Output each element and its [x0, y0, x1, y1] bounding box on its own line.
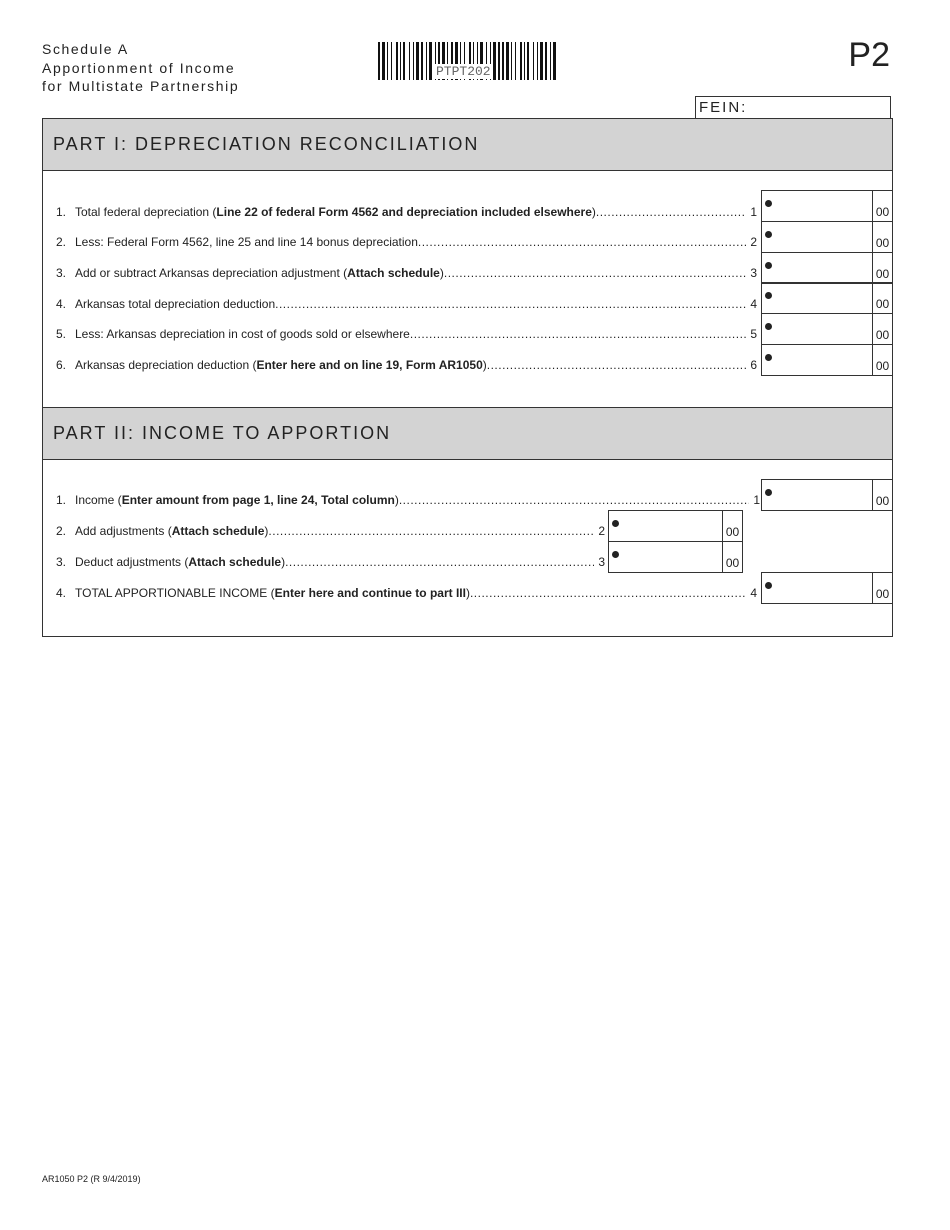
dot-leader [444, 266, 746, 280]
cents: 00 [872, 480, 892, 510]
barcode-bar [515, 42, 516, 80]
dot-leader [596, 205, 746, 219]
barcode-bar [493, 42, 496, 80]
barcode-bar [502, 42, 504, 80]
amount-input[interactable] [761, 344, 893, 376]
barcode-bar [409, 42, 410, 80]
dot-leader [470, 586, 746, 600]
part2-header: PART II: INCOME TO APPORTION [42, 407, 893, 460]
barcode-bar [429, 42, 432, 80]
bullet-icon [765, 354, 772, 361]
line-number: 1. [56, 493, 67, 507]
label-text: ) [465, 586, 470, 600]
barcode-bar [506, 42, 509, 80]
cents: 00 [872, 191, 892, 221]
label-text: ) [439, 266, 444, 280]
amount-input[interactable] [761, 190, 893, 222]
label-text: TOTAL APPORTIONABLE INCOME ( [75, 586, 275, 600]
bullet-icon [765, 489, 772, 496]
label-text: Arkansas depreciation deduction ( [75, 358, 257, 372]
cents: 00 [872, 253, 892, 283]
form-line [56, 585, 757, 601]
line-ref: 2 [598, 524, 605, 538]
line-label [75, 235, 418, 249]
label-text: Income ( [75, 493, 122, 507]
amount-input[interactable] [761, 313, 893, 345]
dot-leader [285, 555, 594, 569]
part1-header: PART I: DEPRECIATION RECONCILIATION [42, 118, 893, 171]
bullet-icon [765, 231, 772, 238]
barcode [378, 42, 558, 80]
line-number: 5. [56, 327, 67, 341]
dot-leader [275, 297, 746, 311]
cents: 00 [872, 573, 892, 603]
line-number: 4. [56, 297, 67, 311]
title-line: for Multistate Partnership [42, 78, 240, 94]
bullet-icon [765, 200, 772, 207]
label-text: ) [591, 205, 596, 219]
label-text: Add adjustments ( [75, 524, 172, 538]
barcode-bar [498, 42, 500, 80]
page-code: P2 [848, 36, 890, 74]
amount-input[interactable] [761, 572, 893, 604]
line-label [75, 586, 470, 600]
bullet-icon [612, 551, 619, 558]
cents: 00 [872, 222, 892, 252]
line-label [75, 297, 275, 311]
form-line [56, 204, 757, 220]
amount-input[interactable] [761, 252, 893, 284]
line-ref: 6 [750, 358, 757, 372]
label-text: Less: Federal Form 4562, line 25 and line 14 bonus depreciation [75, 235, 418, 249]
line-ref: 4 [750, 586, 757, 600]
line-label [75, 493, 399, 507]
barcode-bar [527, 42, 529, 80]
label-bold: Enter here and on line 19, Form AR1050 [256, 358, 483, 372]
line-number: 6. [56, 358, 67, 372]
form-line [56, 265, 757, 281]
line-number: 2. [56, 235, 67, 249]
barcode-bar [524, 42, 525, 80]
cents: 00 [722, 542, 742, 572]
barcode-bar [545, 42, 547, 80]
barcode-bar [550, 42, 551, 80]
amount-input[interactable] [608, 510, 743, 542]
form-line [56, 326, 757, 342]
barcode-text: PTPT202 [436, 64, 491, 79]
bullet-icon [765, 262, 772, 269]
cents: 00 [872, 314, 892, 344]
title-line: Apportionment of Income [42, 59, 236, 76]
label-bold: Enter amount from page 1, line 24, Total column [121, 493, 395, 507]
form-line [56, 554, 605, 570]
label-text: ) [264, 524, 269, 538]
amount-input[interactable] [761, 479, 893, 511]
cents: 00 [872, 345, 892, 375]
cents: 00 [722, 511, 742, 541]
line-number: 4. [56, 586, 67, 600]
bullet-icon [765, 292, 772, 299]
line-label [75, 266, 444, 280]
dot-leader [487, 358, 746, 372]
barcode-bar [396, 42, 398, 80]
label-text: Total federal depreciation ( [75, 205, 217, 219]
bullet-icon [612, 520, 619, 527]
line-number: 3. [56, 266, 67, 280]
line-number: 2. [56, 524, 67, 538]
bullet-icon [765, 323, 772, 330]
barcode-bar [400, 42, 401, 80]
form-line [56, 523, 605, 539]
line-number: 3. [56, 555, 67, 569]
label-text: ) [281, 555, 286, 569]
dot-leader [418, 235, 746, 249]
barcode-bar [520, 42, 522, 80]
line-label [75, 555, 285, 569]
label-text: Deduct adjustments ( [75, 555, 189, 569]
label-bold: Attach schedule [347, 266, 440, 280]
title-line: Schedule A [42, 41, 129, 57]
barcode-bar [391, 42, 392, 80]
amount-input[interactable] [761, 282, 893, 314]
label-bold: Enter here and continue to part III [274, 586, 466, 600]
barcode-bar [387, 42, 388, 80]
barcode-bar [403, 42, 405, 80]
cents: 00 [872, 283, 892, 313]
form-id: AR1050 P2 (R 9/4/2019) [42, 1174, 141, 1184]
line-ref: 3 [598, 555, 605, 569]
fein-field[interactable] [695, 96, 891, 118]
barcode-bar [421, 42, 423, 80]
barcode-bar [553, 42, 556, 80]
dot-leader [410, 327, 746, 341]
label-bold: Attach schedule [188, 555, 282, 569]
schedule-title [42, 40, 239, 96]
line-ref: 5 [750, 327, 757, 341]
barcode-bar [413, 42, 414, 80]
line-ref: 3 [750, 266, 757, 280]
form-line [56, 296, 757, 312]
dot-leader [268, 524, 594, 538]
line-ref: 2 [750, 235, 757, 249]
fein-label: FEIN: [699, 99, 748, 116]
amount-input[interactable] [761, 221, 893, 253]
line-ref: 1 [750, 205, 757, 219]
barcode-bar [537, 42, 538, 80]
barcode-bar [426, 42, 427, 80]
line-number: 1. [56, 205, 67, 219]
label-text: Add or subtract Arkansas depreciation adjustment ( [75, 266, 348, 280]
barcode-bar [540, 42, 543, 80]
form-line [56, 492, 760, 508]
barcode-bar [382, 42, 385, 80]
barcode-bar [533, 42, 534, 80]
line-label [75, 205, 596, 219]
form-line [56, 234, 757, 250]
form-line [56, 357, 757, 373]
line-label [75, 358, 487, 372]
label-text: Less: Arkansas depreciation in cost of goods sold or elsewhere [75, 327, 410, 341]
bullet-icon [765, 582, 772, 589]
line-label [75, 524, 268, 538]
line-ref: 4 [750, 297, 757, 311]
label-text: Arkansas total depreciation deduction [75, 297, 276, 311]
barcode-bar [378, 42, 380, 80]
amount-input[interactable] [608, 541, 743, 573]
dot-leader [399, 493, 749, 507]
line-label [75, 327, 410, 341]
barcode-bar [511, 42, 512, 80]
label-bold: Line 22 of federal Form 4562 and depreciation included elsewhere [216, 205, 592, 219]
label-text: ) [482, 358, 487, 372]
barcode-bar [416, 42, 419, 80]
label-bold: Attach schedule [171, 524, 265, 538]
label-text: ) [394, 493, 399, 507]
line-ref: 1 [753, 493, 760, 507]
